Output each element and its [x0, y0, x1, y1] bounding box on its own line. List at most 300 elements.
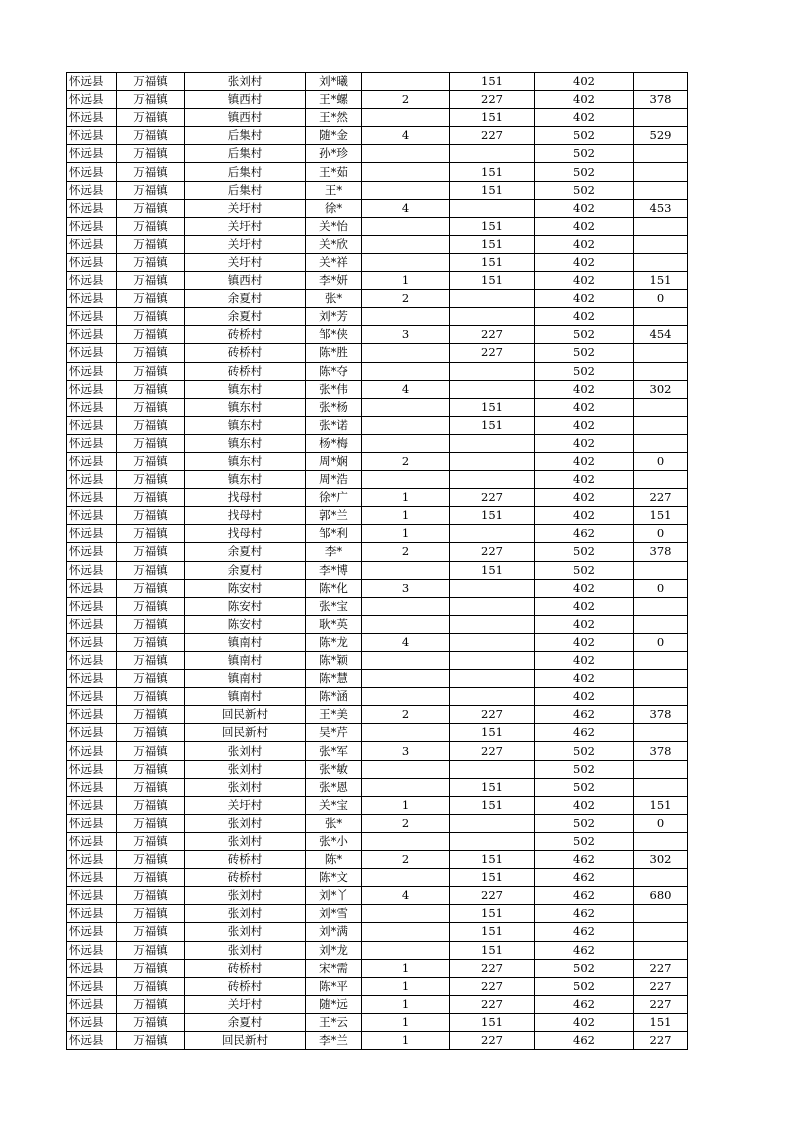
person-name-cell: 陈*涵 — [306, 688, 362, 706]
person-name-cell: 刘*丫 — [306, 887, 362, 905]
household-size-cell: 2 — [362, 851, 450, 869]
household-size-cell: 1 — [362, 796, 450, 814]
amount-a-cell: 151 — [450, 941, 535, 959]
amount-b-cell: 502 — [535, 362, 634, 380]
table-row — [67, 633, 688, 651]
amount-a-cell: 227 — [450, 91, 535, 109]
amount-a-cell — [450, 579, 535, 597]
village-cell: 张刘村 — [185, 742, 306, 760]
household-size-cell: 2 — [362, 543, 450, 561]
amount-a-cell — [450, 633, 535, 651]
table-row — [67, 688, 688, 706]
village-cell: 找母村 — [185, 507, 306, 525]
amount-a-cell — [450, 615, 535, 633]
table-row — [67, 670, 688, 688]
table-row — [67, 217, 688, 235]
amount-b-cell: 402 — [535, 507, 634, 525]
amount-b-cell: 462 — [535, 869, 634, 887]
amount-a-cell: 227 — [450, 887, 535, 905]
person-name-cell: 徐* — [306, 199, 362, 217]
total-cell — [634, 670, 688, 688]
village-cell: 张刘村 — [185, 760, 306, 778]
amount-b-cell: 402 — [535, 633, 634, 651]
village-cell: 砖桥村 — [185, 959, 306, 977]
amount-b-cell: 402 — [535, 670, 634, 688]
total-cell — [634, 471, 688, 489]
person-name-cell: 张*伟 — [306, 380, 362, 398]
village-cell: 余夏村 — [185, 308, 306, 326]
amount-a-cell — [450, 832, 535, 850]
person-name-cell: 周*娴 — [306, 452, 362, 470]
household-size-cell — [362, 652, 450, 670]
village-cell: 张刘村 — [185, 923, 306, 941]
household-size-cell — [362, 434, 450, 452]
amount-a-cell: 151 — [450, 235, 535, 253]
amount-a-cell: 151 — [450, 163, 535, 181]
total-cell — [634, 145, 688, 163]
amount-a-cell: 151 — [450, 1013, 535, 1031]
total-cell — [634, 905, 688, 923]
data-table — [66, 72, 688, 1050]
person-name-cell: 郭*兰 — [306, 507, 362, 525]
table-row — [67, 73, 688, 91]
amount-b-cell: 502 — [535, 814, 634, 832]
table-row — [67, 344, 688, 362]
total-cell — [634, 724, 688, 742]
amount-b-cell: 502 — [535, 163, 634, 181]
town-cell: 万福镇 — [117, 923, 185, 941]
amount-a-cell — [450, 652, 535, 670]
person-name-cell: 陈* — [306, 851, 362, 869]
table-row — [67, 163, 688, 181]
village-cell: 张刘村 — [185, 832, 306, 850]
total-cell — [634, 778, 688, 796]
village-cell: 砖桥村 — [185, 362, 306, 380]
town-cell: 万福镇 — [117, 199, 185, 217]
total-cell — [634, 923, 688, 941]
table-row — [67, 615, 688, 633]
total-cell: 529 — [634, 127, 688, 145]
town-cell: 万福镇 — [117, 778, 185, 796]
county-cell: 怀远县 — [67, 235, 117, 253]
amount-a-cell — [450, 452, 535, 470]
total-cell — [634, 688, 688, 706]
town-cell: 万福镇 — [117, 561, 185, 579]
town-cell: 万福镇 — [117, 959, 185, 977]
county-cell: 怀远县 — [67, 579, 117, 597]
total-cell — [634, 832, 688, 850]
total-cell: 302 — [634, 380, 688, 398]
village-cell: 砖桥村 — [185, 869, 306, 887]
county-cell: 怀远县 — [67, 995, 117, 1013]
table-row — [67, 923, 688, 941]
amount-a-cell — [450, 688, 535, 706]
household-size-cell: 4 — [362, 199, 450, 217]
total-cell — [634, 235, 688, 253]
amount-a-cell — [450, 597, 535, 615]
table-row — [67, 561, 688, 579]
household-size-cell — [362, 109, 450, 127]
village-cell: 砖桥村 — [185, 977, 306, 995]
town-cell: 万福镇 — [117, 73, 185, 91]
household-size-cell: 1 — [362, 1013, 450, 1031]
town-cell: 万福镇 — [117, 652, 185, 670]
county-cell: 怀远县 — [67, 199, 117, 217]
town-cell: 万福镇 — [117, 525, 185, 543]
table-row — [67, 525, 688, 543]
amount-a-cell: 227 — [450, 127, 535, 145]
amount-b-cell: 502 — [535, 742, 634, 760]
person-name-cell: 陈*龙 — [306, 633, 362, 651]
household-size-cell: 4 — [362, 380, 450, 398]
county-cell: 怀远县 — [67, 380, 117, 398]
village-cell: 余夏村 — [185, 1013, 306, 1031]
town-cell: 万福镇 — [117, 398, 185, 416]
village-cell: 回民新村 — [185, 706, 306, 724]
household-size-cell — [362, 869, 450, 887]
total-cell — [634, 253, 688, 271]
county-cell: 怀远县 — [67, 217, 117, 235]
amount-b-cell: 402 — [535, 434, 634, 452]
amount-b-cell: 402 — [535, 796, 634, 814]
county-cell: 怀远县 — [67, 362, 117, 380]
household-size-cell — [362, 670, 450, 688]
table-row — [67, 778, 688, 796]
amount-b-cell: 402 — [535, 91, 634, 109]
total-cell: 0 — [634, 814, 688, 832]
town-cell: 万福镇 — [117, 688, 185, 706]
amount-a-cell: 151 — [450, 507, 535, 525]
household-size-cell — [362, 615, 450, 633]
amount-a-cell: 151 — [450, 217, 535, 235]
amount-a-cell: 227 — [450, 977, 535, 995]
village-cell: 后集村 — [185, 163, 306, 181]
town-cell: 万福镇 — [117, 434, 185, 452]
amount-a-cell — [450, 760, 535, 778]
person-name-cell: 刘*雪 — [306, 905, 362, 923]
town-cell: 万福镇 — [117, 217, 185, 235]
town-cell: 万福镇 — [117, 724, 185, 742]
household-size-cell — [362, 253, 450, 271]
amount-b-cell: 462 — [535, 724, 634, 742]
table-row — [67, 959, 688, 977]
village-cell: 回民新村 — [185, 1031, 306, 1049]
county-cell: 怀远县 — [67, 905, 117, 923]
village-cell: 镇西村 — [185, 109, 306, 127]
amount-b-cell: 462 — [535, 941, 634, 959]
person-name-cell: 王*云 — [306, 1013, 362, 1031]
amount-a-cell — [450, 670, 535, 688]
town-cell: 万福镇 — [117, 941, 185, 959]
total-cell: 302 — [634, 851, 688, 869]
table-row — [67, 706, 688, 724]
table-row — [67, 760, 688, 778]
village-cell: 镇南村 — [185, 688, 306, 706]
county-cell: 怀远县 — [67, 778, 117, 796]
amount-b-cell: 402 — [535, 73, 634, 91]
village-cell: 砖桥村 — [185, 326, 306, 344]
total-cell — [634, 73, 688, 91]
county-cell: 怀远县 — [67, 670, 117, 688]
town-cell: 万福镇 — [117, 290, 185, 308]
total-cell — [634, 398, 688, 416]
town-cell: 万福镇 — [117, 615, 185, 633]
amount-b-cell: 502 — [535, 959, 634, 977]
total-cell — [634, 652, 688, 670]
total-cell — [634, 163, 688, 181]
total-cell — [634, 344, 688, 362]
town-cell: 万福镇 — [117, 742, 185, 760]
person-name-cell: 耿*英 — [306, 615, 362, 633]
amount-b-cell: 402 — [535, 109, 634, 127]
county-cell: 怀远县 — [67, 326, 117, 344]
amount-b-cell: 502 — [535, 778, 634, 796]
county-cell: 怀远县 — [67, 561, 117, 579]
household-size-cell: 2 — [362, 814, 450, 832]
amount-b-cell: 402 — [535, 471, 634, 489]
county-cell: 怀远县 — [67, 923, 117, 941]
amount-a-cell: 151 — [450, 869, 535, 887]
amount-b-cell: 502 — [535, 760, 634, 778]
village-cell: 关圩村 — [185, 199, 306, 217]
amount-b-cell: 402 — [535, 652, 634, 670]
person-name-cell: 关*宝 — [306, 796, 362, 814]
total-cell — [634, 181, 688, 199]
county-cell: 怀远县 — [67, 253, 117, 271]
person-name-cell: 王*美 — [306, 706, 362, 724]
person-name-cell: 李*妍 — [306, 272, 362, 290]
county-cell: 怀远县 — [67, 272, 117, 290]
town-cell: 万福镇 — [117, 91, 185, 109]
village-cell: 余夏村 — [185, 290, 306, 308]
town-cell: 万福镇 — [117, 869, 185, 887]
table-row — [67, 1013, 688, 1031]
county-cell: 怀远县 — [67, 163, 117, 181]
town-cell: 万福镇 — [117, 597, 185, 615]
amount-b-cell: 502 — [535, 145, 634, 163]
total-cell: 227 — [634, 977, 688, 995]
county-cell: 怀远县 — [67, 127, 117, 145]
amount-a-cell — [450, 290, 535, 308]
town-cell: 万福镇 — [117, 670, 185, 688]
town-cell: 万福镇 — [117, 543, 185, 561]
total-cell: 151 — [634, 272, 688, 290]
table-row — [67, 127, 688, 145]
village-cell: 镇东村 — [185, 416, 306, 434]
person-name-cell: 孙*珍 — [306, 145, 362, 163]
town-cell: 万福镇 — [117, 109, 185, 127]
total-cell: 378 — [634, 742, 688, 760]
person-name-cell: 徐*广 — [306, 489, 362, 507]
village-cell: 镇东村 — [185, 452, 306, 470]
table-row — [67, 272, 688, 290]
county-cell: 怀远县 — [67, 434, 117, 452]
amount-a-cell: 227 — [450, 742, 535, 760]
amount-a-cell: 227 — [450, 344, 535, 362]
household-size-cell — [362, 597, 450, 615]
town-cell: 万福镇 — [117, 272, 185, 290]
household-size-cell: 1 — [362, 507, 450, 525]
household-size-cell — [362, 398, 450, 416]
household-size-cell — [362, 344, 450, 362]
household-size-cell — [362, 145, 450, 163]
amount-b-cell: 462 — [535, 851, 634, 869]
household-size-cell — [362, 163, 450, 181]
county-cell: 怀远县 — [67, 543, 117, 561]
household-size-cell — [362, 760, 450, 778]
village-cell: 陈安村 — [185, 579, 306, 597]
person-name-cell: 邹*侠 — [306, 326, 362, 344]
person-name-cell: 杨*梅 — [306, 434, 362, 452]
village-cell: 余夏村 — [185, 561, 306, 579]
town-cell: 万福镇 — [117, 253, 185, 271]
county-cell: 怀远县 — [67, 507, 117, 525]
county-cell: 怀远县 — [67, 181, 117, 199]
person-name-cell: 王*螺 — [306, 91, 362, 109]
town-cell: 万福镇 — [117, 507, 185, 525]
household-size-cell: 1 — [362, 525, 450, 543]
amount-b-cell: 502 — [535, 543, 634, 561]
village-cell: 关圩村 — [185, 217, 306, 235]
county-cell: 怀远县 — [67, 869, 117, 887]
person-name-cell: 关*怡 — [306, 217, 362, 235]
person-name-cell: 王*然 — [306, 109, 362, 127]
county-cell: 怀远县 — [67, 742, 117, 760]
county-cell: 怀远县 — [67, 832, 117, 850]
table-row — [67, 543, 688, 561]
town-cell: 万福镇 — [117, 452, 185, 470]
total-cell — [634, 941, 688, 959]
town-cell: 万福镇 — [117, 326, 185, 344]
amount-b-cell: 402 — [535, 235, 634, 253]
total-cell — [634, 308, 688, 326]
amount-a-cell — [450, 380, 535, 398]
amount-a-cell: 227 — [450, 326, 535, 344]
town-cell: 万福镇 — [117, 308, 185, 326]
amount-a-cell — [450, 471, 535, 489]
table-row — [67, 109, 688, 127]
village-cell: 张刘村 — [185, 778, 306, 796]
table-row — [67, 91, 688, 109]
person-name-cell: 邹*利 — [306, 525, 362, 543]
household-size-cell: 2 — [362, 91, 450, 109]
amount-a-cell: 227 — [450, 1031, 535, 1049]
household-size-cell — [362, 724, 450, 742]
person-name-cell: 吴*芹 — [306, 724, 362, 742]
village-cell: 后集村 — [185, 127, 306, 145]
person-name-cell: 李* — [306, 543, 362, 561]
county-cell: 怀远县 — [67, 652, 117, 670]
person-name-cell: 陈*化 — [306, 579, 362, 597]
county-cell: 怀远县 — [67, 959, 117, 977]
person-name-cell: 张*宝 — [306, 597, 362, 615]
amount-b-cell: 402 — [535, 489, 634, 507]
village-cell: 砖桥村 — [185, 851, 306, 869]
amount-b-cell: 402 — [535, 380, 634, 398]
amount-a-cell: 151 — [450, 181, 535, 199]
county-cell: 怀远县 — [67, 290, 117, 308]
amount-a-cell: 151 — [450, 253, 535, 271]
household-size-cell — [362, 561, 450, 579]
household-size-cell — [362, 73, 450, 91]
table-row — [67, 851, 688, 869]
county-cell: 怀远县 — [67, 525, 117, 543]
amount-a-cell: 151 — [450, 398, 535, 416]
household-size-cell: 2 — [362, 706, 450, 724]
village-cell: 镇南村 — [185, 633, 306, 651]
amount-b-cell: 402 — [535, 199, 634, 217]
county-cell: 怀远县 — [67, 73, 117, 91]
county-cell: 怀远县 — [67, 416, 117, 434]
town-cell: 万福镇 — [117, 887, 185, 905]
household-size-cell — [362, 688, 450, 706]
village-cell: 找母村 — [185, 489, 306, 507]
total-cell — [634, 362, 688, 380]
table-row — [67, 362, 688, 380]
village-cell: 陈安村 — [185, 615, 306, 633]
town-cell: 万福镇 — [117, 814, 185, 832]
total-cell: 0 — [634, 579, 688, 597]
town-cell: 万福镇 — [117, 633, 185, 651]
household-size-cell: 3 — [362, 742, 450, 760]
person-name-cell: 刘*芳 — [306, 308, 362, 326]
household-size-cell — [362, 416, 450, 434]
person-name-cell: 陈*平 — [306, 977, 362, 995]
county-cell: 怀远县 — [67, 145, 117, 163]
amount-b-cell: 462 — [535, 525, 634, 543]
table-row — [67, 434, 688, 452]
amount-b-cell: 402 — [535, 1013, 634, 1031]
amount-a-cell — [450, 199, 535, 217]
amount-b-cell: 402 — [535, 217, 634, 235]
person-name-cell: 张*诺 — [306, 416, 362, 434]
village-cell: 镇西村 — [185, 91, 306, 109]
household-size-cell: 2 — [362, 452, 450, 470]
amount-b-cell: 402 — [535, 416, 634, 434]
amount-a-cell — [450, 434, 535, 452]
amount-b-cell: 402 — [535, 452, 634, 470]
household-size-cell — [362, 941, 450, 959]
person-name-cell: 张* — [306, 814, 362, 832]
town-cell: 万福镇 — [117, 127, 185, 145]
table-body — [67, 73, 688, 1050]
table-row — [67, 416, 688, 434]
household-size-cell — [362, 181, 450, 199]
table-row — [67, 145, 688, 163]
amount-a-cell: 151 — [450, 724, 535, 742]
person-name-cell: 周*浩 — [306, 471, 362, 489]
household-size-cell — [362, 471, 450, 489]
amount-b-cell: 402 — [535, 597, 634, 615]
county-cell: 怀远县 — [67, 91, 117, 109]
total-cell: 151 — [634, 1013, 688, 1031]
town-cell: 万福镇 — [117, 181, 185, 199]
village-cell: 张刘村 — [185, 887, 306, 905]
total-cell: 151 — [634, 507, 688, 525]
table-row — [67, 489, 688, 507]
village-cell: 余夏村 — [185, 543, 306, 561]
amount-a-cell: 151 — [450, 416, 535, 434]
household-size-cell — [362, 832, 450, 850]
household-size-cell: 1 — [362, 977, 450, 995]
table-row — [67, 652, 688, 670]
total-cell: 680 — [634, 887, 688, 905]
person-name-cell: 随*金 — [306, 127, 362, 145]
village-cell: 镇南村 — [185, 652, 306, 670]
table-row — [67, 814, 688, 832]
county-cell: 怀远县 — [67, 814, 117, 832]
amount-a-cell — [450, 362, 535, 380]
